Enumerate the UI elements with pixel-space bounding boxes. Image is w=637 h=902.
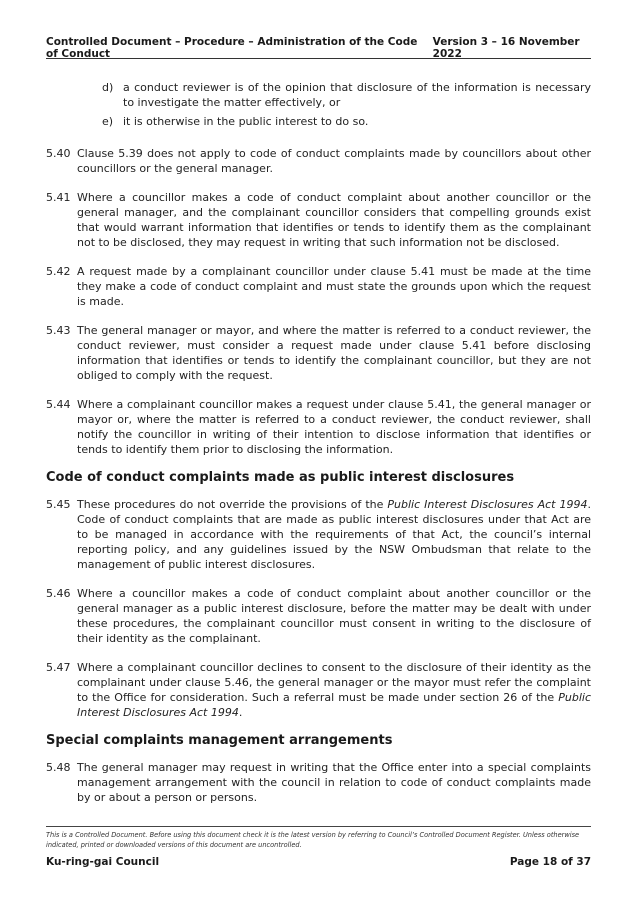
- section-heading-special-arrangements: Special complaints management arrangements: [46, 733, 393, 748]
- clause-text: [77, 660, 591, 720]
- clause-text: The general manager may request in writing that the Office enter into a special complaints management arrangement with the council in relation to code of conduct complaints made by or about a person or persons.: [77, 761, 591, 804]
- clause-5-46: [46, 586, 591, 646]
- document-version: Version 3 – 16 November 2022: [432, 36, 580, 60]
- clause-text: [77, 497, 591, 572]
- controlled-document-disclaimer: This is a Controlled Document. Before using this document check it is the latest version by referring to Council’s Controlled Document Register. Unless otherwise indicated, printed or downloaded versions of this document are uncontrolled.: [46, 831, 580, 849]
- clause-text: Clause 5.39 does not apply to code of conduct complaints made by councillors about other councillors or the general manager.: [77, 147, 591, 175]
- clause-5-43: [46, 323, 591, 383]
- clause-5-47: [46, 660, 591, 720]
- clause-5-48: [46, 760, 591, 805]
- clause-5-44: [46, 397, 591, 457]
- clause-text: Where a complainant councillor makes a request under clause 5.41, the general manager or mayor or, where the matter is referred to a conduct reviewer, the conduct reviewer, shall notify the councillor in writing of their intention to disclose information that identifies or tends to identify them prior to disclosing the information.: [77, 398, 591, 456]
- clause-text: The general manager or mayor, and where the matter is referred to a conduct reviewer, the conduct reviewer, must consider a request made under clause 5.41 before disclosing information that identifies or tends to identify the complainant councillor, but they are not obliged to comply with the request.: [77, 324, 591, 382]
- organization-name: Ku-ring-gai Council: [46, 856, 160, 868]
- clause-text-part: Where a complainant councillor declines to consent to the disclosure of their identity as the complainant under clause 5.46, the general manager or the mayor must refer the complaint to the Office for consideration. Such a referral must be made under section 26 of the: [77, 661, 591, 704]
- clause-text-part: .: [238, 706, 243, 719]
- act-title: Public Interest Disclosures Act 1994: [387, 498, 588, 511]
- page-header: [46, 36, 591, 60]
- clause-number: 5.46: [46, 587, 71, 600]
- clause-number: 5.47: [46, 661, 71, 674]
- page-footer: [46, 856, 591, 868]
- clause-text-part: . Code of conduct complaints that are made as public interest disclosures under that Act are to be managed in accordance with the requirements of that Act, the council’s internal reporting policy, and any guidelines issued by the NSW Ombudsman that relate to the management of public interest disclosures.: [77, 498, 591, 571]
- clause-number: 5.48: [46, 761, 71, 774]
- list-item: [102, 114, 591, 129]
- clause-5-45: [46, 497, 591, 572]
- act-title: Public Interest Disclosures Act 1994: [77, 691, 591, 719]
- clause-5-40: [46, 146, 591, 176]
- section-heading-public-interest: Code of conduct complaints made as public interest disclosures: [46, 470, 515, 485]
- document-title: Controlled Document – Procedure – Administration of the Code of Conduct: [46, 36, 418, 60]
- list-item-label: d): [102, 81, 114, 94]
- clause-text: Where a councillor makes a code of conduct complaint about another councillor or the general manager, and the complainant councillor considers that compelling grounds exist that would warrant information that identifies or tends to identify them as the complainant not to be disclosed, they may request in writing that such information not be disclosed.: [77, 191, 591, 249]
- clause-number: 5.45: [46, 498, 71, 511]
- header-divider: [46, 58, 591, 59]
- list-item-text: it is otherwise in the public interest to do so.: [123, 115, 369, 128]
- clause-5-42: [46, 264, 591, 309]
- clause-text: A request made by a complainant councillor under clause 5.41 must be made at the time they make a code of conduct complaint and must state the grounds upon which the request is made.: [77, 265, 591, 308]
- footer-divider: [46, 826, 591, 827]
- clause-number: 5.41: [46, 191, 71, 204]
- document-body: [46, 80, 591, 805]
- clause-number: 5.43: [46, 324, 71, 337]
- list-item: [102, 80, 591, 110]
- list-item-text: a conduct reviewer is of the opinion that disclosure of the information is necessary to investigate the matter effectively, or: [123, 81, 591, 109]
- page-number: Page 18 of 37: [509, 856, 591, 868]
- clause-text: Where a councillor makes a code of conduct complaint about another councillor or the general manager as a public interest disclosure, before the matter may be dealt with under these procedures, the complainant councillor must consent in writing to the disclosure of their identity as the complainant.: [77, 587, 591, 645]
- list-item-label: e): [102, 115, 114, 128]
- clause-5-41: [46, 190, 591, 250]
- clause-number: 5.44: [46, 398, 71, 411]
- clause-text-part: These procedures do not override the provisions of the: [77, 498, 388, 511]
- clause-number: 5.42: [46, 265, 71, 278]
- clause-number: 5.40: [46, 147, 71, 160]
